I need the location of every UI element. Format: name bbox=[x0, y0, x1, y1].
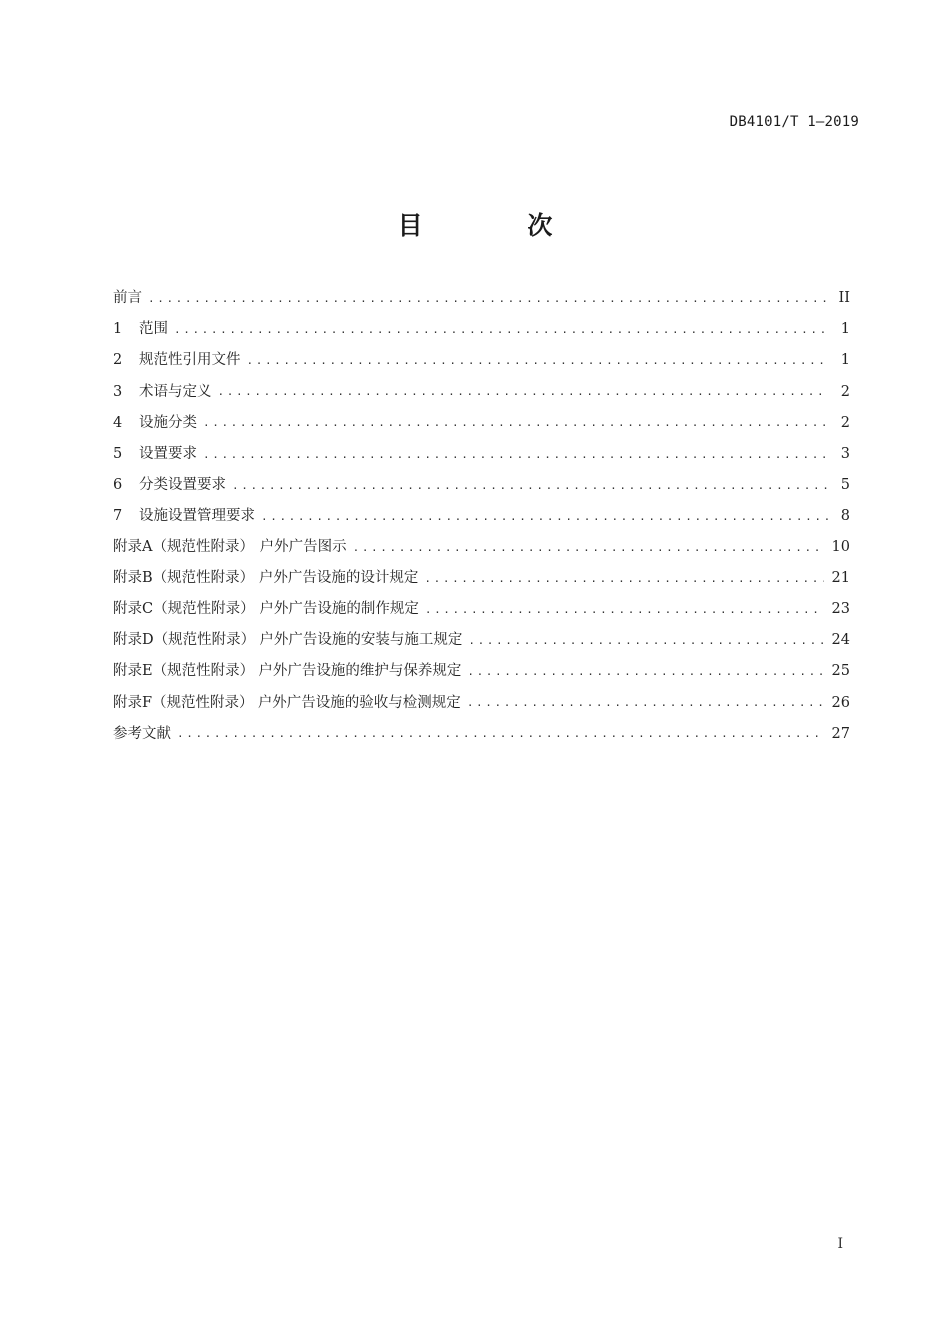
toc-annex-designation: 附录E（规范性附录） bbox=[113, 663, 255, 680]
toc-entry-annex-e[interactable] bbox=[113, 656, 850, 687]
toc-leader-dots bbox=[425, 604, 824, 615]
toc-leader-dots bbox=[467, 697, 824, 708]
toc-annex-designation: 附录F（规范性附录） bbox=[113, 694, 254, 711]
toc-entry-label: 规范性引用文件 bbox=[139, 352, 241, 369]
toc-leader-dots bbox=[468, 635, 823, 646]
toc-entry-page: 3 bbox=[840, 445, 850, 462]
toc-entry-page: 8 bbox=[840, 507, 850, 524]
toc-leader-dots bbox=[177, 728, 824, 739]
toc-entry-label: 范围 bbox=[139, 321, 168, 338]
toc-leader-dots bbox=[353, 542, 824, 553]
toc-entry-foreword[interactable] bbox=[113, 283, 850, 314]
toc-entry-label: 前言 bbox=[113, 290, 142, 307]
toc-entry-page: 24 bbox=[831, 632, 850, 649]
toc-annex-designation: 附录C（规范性附录） bbox=[113, 601, 255, 618]
toc-entry-number: 6 bbox=[113, 476, 123, 493]
toc-entry-page: 23 bbox=[831, 601, 850, 618]
standard-code: DB4101/T 1—2019 bbox=[729, 114, 859, 130]
toc-entry-page: 5 bbox=[840, 476, 850, 493]
toc-entry-7[interactable] bbox=[113, 501, 850, 532]
toc-entry-page: 27 bbox=[831, 725, 850, 742]
toc-annex-designation: 附录A（规范性附录） bbox=[113, 539, 254, 556]
toc-entry-number: 7 bbox=[113, 507, 123, 524]
toc-entry-page: 26 bbox=[831, 694, 850, 711]
toc-leader-dots bbox=[467, 666, 823, 677]
toc-leader-dots bbox=[247, 355, 829, 366]
toc-entry-annex-a[interactable] bbox=[113, 532, 850, 563]
toc-entry-2[interactable] bbox=[113, 345, 850, 376]
toc-entry-label: 户外广告设施的安装与施工规定 bbox=[259, 632, 463, 649]
toc-entry-page: 25 bbox=[831, 663, 850, 680]
toc-leader-dots bbox=[424, 573, 823, 584]
table-of-contents bbox=[113, 283, 850, 749]
toc-entry-number: 5 bbox=[113, 445, 123, 462]
toc-entry-annex-d[interactable] bbox=[113, 625, 850, 656]
toc-annex-designation: 附录B（规范性附录） bbox=[113, 570, 255, 587]
toc-entry-page: 2 bbox=[840, 414, 850, 431]
toc-entry-page: 10 bbox=[831, 539, 850, 556]
toc-entry-4[interactable] bbox=[113, 407, 850, 438]
toc-entry-label: 户外广告设施的设计规定 bbox=[258, 570, 419, 587]
toc-entry-label: 设置要求 bbox=[139, 445, 197, 462]
toc-entry-5[interactable] bbox=[113, 438, 850, 469]
toc-entry-number: 2 bbox=[113, 352, 123, 369]
toc-entry-label: 户外广告设施的制作规定 bbox=[259, 601, 419, 618]
toc-entry-label: 参考文献 bbox=[113, 725, 171, 742]
toc-leader-dots bbox=[203, 417, 828, 428]
toc-entry-number: 3 bbox=[113, 383, 123, 400]
page-title: 目 次 bbox=[397, 211, 601, 240]
toc-annex-designation: 附录D（规范性附录） bbox=[113, 632, 256, 649]
toc-leader-dots bbox=[148, 293, 828, 304]
toc-entry-page: 2 bbox=[840, 383, 850, 400]
toc-entry-label: 户外广告图示 bbox=[259, 539, 347, 556]
toc-entry-bibliography[interactable] bbox=[113, 718, 850, 749]
toc-entry-label: 户外广告设施的验收与检测规定 bbox=[257, 694, 461, 711]
toc-entry-number: 1 bbox=[113, 321, 123, 338]
toc-entry-6[interactable] bbox=[113, 470, 850, 501]
toc-entry-number: 4 bbox=[113, 414, 123, 431]
page-number: I bbox=[837, 1236, 843, 1252]
toc-entry-annex-c[interactable] bbox=[113, 594, 850, 625]
toc-entry-annex-f[interactable] bbox=[113, 687, 850, 718]
toc-entry-page: 1 bbox=[840, 321, 850, 338]
toc-leader-dots bbox=[203, 449, 828, 460]
toc-entry-label: 分类设置要求 bbox=[139, 476, 226, 493]
toc-entry-label: 设施设置管理要求 bbox=[139, 507, 255, 524]
toc-entry-label: 设施分类 bbox=[139, 414, 197, 431]
toc-leader-dots bbox=[218, 386, 829, 397]
toc-entry-page: 21 bbox=[831, 570, 850, 587]
toc-leader-dots bbox=[174, 324, 828, 335]
toc-entry-page: 1 bbox=[840, 352, 850, 369]
toc-entry-3[interactable] bbox=[113, 376, 850, 407]
toc-entry-1[interactable] bbox=[113, 314, 850, 345]
toc-leader-dots bbox=[261, 511, 828, 522]
toc-entry-page: II bbox=[838, 290, 850, 307]
toc-entry-annex-b[interactable] bbox=[113, 563, 850, 594]
toc-leader-dots bbox=[232, 480, 828, 491]
toc-entry-label: 户外广告设施的维护与保养规定 bbox=[258, 663, 462, 680]
toc-entry-label: 术语与定义 bbox=[139, 383, 212, 400]
